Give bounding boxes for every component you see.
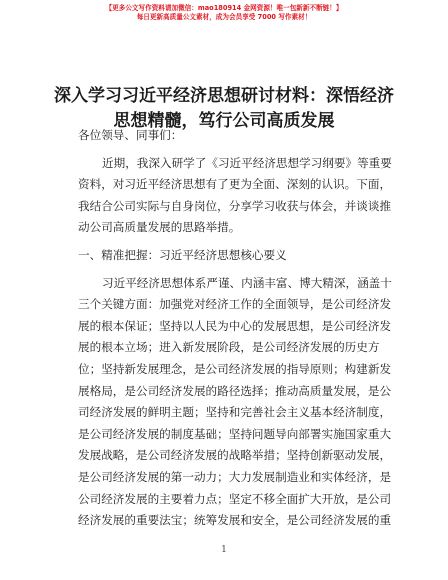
paragraph-line: 三个关键方面：加强党对经济工作的全面领导，是公司经济发 — [78, 297, 392, 312]
paragraph-line: 习近平经济思想体系严谨、内涵丰富、博大精深，涵盖十 — [102, 275, 392, 290]
paragraph-line: 展的根本立场；进入新发展阶段，是公司经济发展的历史方 — [78, 340, 380, 355]
paragraph-line: 我结合公司实际与自身岗位，分享学习收获与体会，并谈谈推 — [78, 198, 392, 213]
section-heading-1: 一、精准把握：习近平经济思想核心要义 — [78, 247, 287, 262]
document-title-line-2: 思想精髓，笃行公司高质发展 — [113, 111, 335, 131]
paragraph-2 — [78, 273, 392, 532]
paragraph-line: 近期，我深入研学了《习近平经济思想学习纲要》等重要 — [102, 155, 392, 170]
paragraph-line: 司经济发展的鲜明主题；坚持和完善社会主义基本经济制度， — [78, 405, 392, 420]
paragraph-line: 公司经济发展的主要着力点；坚定不移全面扩大开放，是公司 — [78, 491, 392, 506]
paragraph-line: 展格局，是公司经济发展的路径选择；推动高质量发展，是公 — [78, 383, 392, 398]
paragraph-line: 经济发展的重要法宝；统筹发展和安全，是公司经济发展的重 — [78, 513, 392, 528]
document-title-line-1: 深入学习习近平经济思想研讨材料：深悟经济 — [54, 86, 394, 106]
paragraph-line: 是公司经济发展的制度基础；坚持问题导向部署实施国家重大 — [78, 426, 392, 441]
page-number: 1 — [221, 545, 227, 555]
paragraph-line: 动公司高质量发展的思路举措。 — [78, 220, 241, 235]
promo-banner-line-2: 每日更新高质量公文素材，成为会员享受 7000 写作素材！ — [136, 13, 312, 21]
salutation: 各位领导、同事们： — [78, 128, 183, 142]
paragraph-line: 是公司经济发展的第一动力；大力发展制造业和实体经济，是 — [78, 469, 392, 484]
paragraph-line: 位；坚持新发展理念，是公司经济发展的指导原则；构建新发 — [78, 361, 392, 376]
promo-banner — [0, 4, 448, 22]
paragraph-line: 展的根本保证；坚持以人民为中心的发展思想，是公司经济发 — [78, 318, 392, 333]
document-body — [78, 125, 392, 532]
paragraph-1 — [78, 153, 392, 239]
paragraph-line: 资料，对习近平经济思想有了更为全面、深刻的认识。下面， — [78, 177, 392, 192]
promo-banner-line-1: 【更多公文写作资料请加微信：mao180914 金网资源！唯一包新新不断链！】 — [105, 4, 343, 12]
paragraph-line: 发展战略，是公司经济发展的战略举措；坚持创新驱动发展， — [78, 448, 392, 463]
